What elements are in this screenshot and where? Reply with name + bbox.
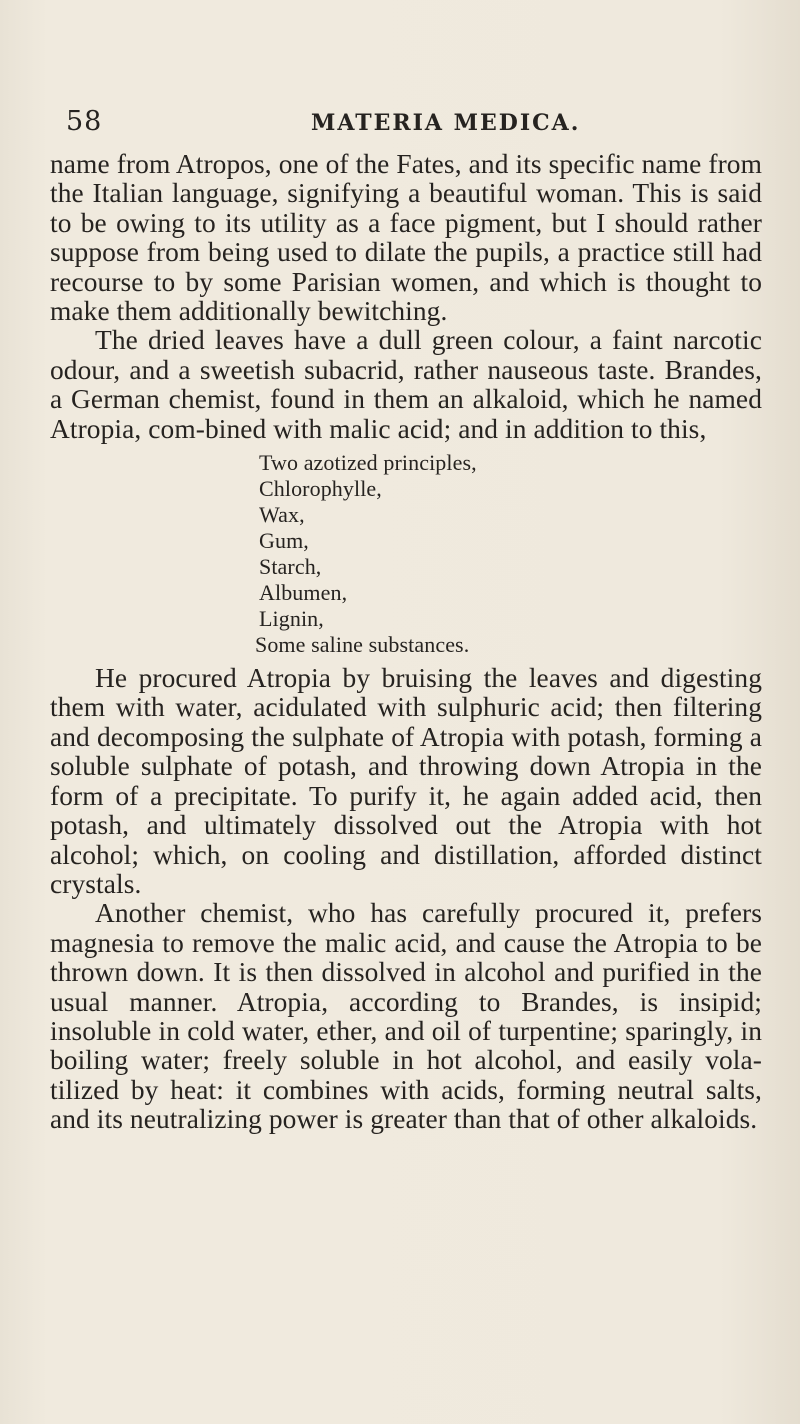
paragraph-1: name from Atropos, one of the Fates, and its specific name from the Italian language, signifying a beautiful woman. This is said to be owing to its utility as a face pigment, but I should rather suppose from being used to dilate the pupils, a practice still had recourse to by some Parisian women, and which is thought to make them additionally bewitching. [50,149,762,327]
list-item: Lignin, [259,606,324,632]
page-header [66,106,746,146]
list-item: Albumen, [259,580,348,606]
list-item: Wax, [259,502,305,528]
paragraph-3: He procured Atropia by bruising the leaves and digesting them with water, acidulated with sulphuric acid; then filtering and decomposing the sulphate of Atropia with potash, forming a soluble sulphate of potash, and throwing down Atropia in the form of a precipitate. To purify it, he again added acid, then potash, and ultimately dissolved out the Atropia with hot alcohol; which, on cooling and distillation, afforded distinct crystals. [50,663,762,899]
page-number: 58 [66,106,103,137]
list-item: Gum, [259,528,309,554]
list-item: Chlorophylle, [259,476,382,502]
list-item: Some saline substances. [255,632,470,658]
paragraph-2: The dried leaves have a dull green colour, a faint narcotic odour, and a sweetish subacrid, rather nauseous taste. Brandes, a German chemist, found in them an alkaloid, which he named Atropia, com-bined with malic acid; and in addition to this, [50,325,762,444]
list-item: Two azotized principles, [259,450,477,476]
paragraph-4: Another chemist, who has carefully procured it, prefers magnesia to remove the malic acid, and cause the Atropia to be thrown down. It is then dissolved in alcohol and purified in the usual manner. Atropia, according to Brandes, is insipid; insoluble in cold water, ether, and oil of turpentine; sparingly, in boiling water; freely soluble in hot alcohol, and easily vola-tilized by heat: it combines with acids, forming neutral salts, and its neutralizing power is greater than that of other alkaloids. [50,898,762,1135]
list-item: Starch, [259,554,322,580]
running-head: MATERIA MEDICA. [311,110,581,136]
constituents-list [255,450,762,658]
body-text [50,150,762,1135]
